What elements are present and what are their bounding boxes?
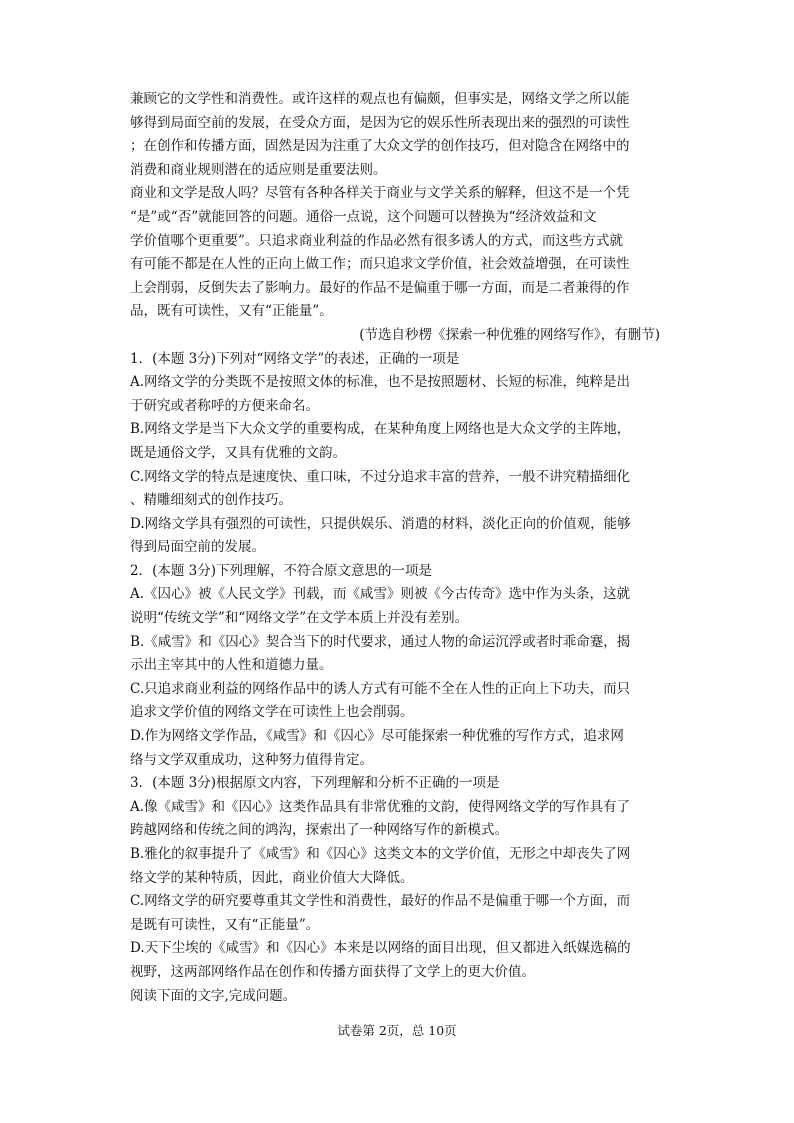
option-b[interactable] bbox=[130, 631, 660, 678]
option-line: 络与文学双重成功，这种努力值得肯定。 bbox=[130, 751, 373, 768]
option-d[interactable] bbox=[130, 937, 660, 984]
option-line: C.只追求商业利益的网络作品中的诱人方式有可能不全在人性的正向上下功夫，而只 bbox=[130, 680, 631, 697]
question-3 bbox=[130, 772, 660, 984]
option-a[interactable] bbox=[130, 583, 660, 630]
text-line: 学价值哪个更重要”。只追求商业利益的作品必然有很多诱人的方式，而这些方式就 bbox=[130, 232, 623, 249]
text-line: 消费和商业规则潜在的适应则是重要法则。 bbox=[130, 161, 387, 178]
option-line: A.像《咸雪》和《囚心》这类作品具有非常优雅的文韵，使得网络文学的写作具有了 bbox=[130, 798, 631, 815]
text-line: ；在创作和传播方面，固然是因为注重了大众文学的创作技巧，但对隐含在网络中的 bbox=[130, 138, 630, 155]
passage-source: (节选自秒楞《探索一种优雅的网络写作》，有删节) bbox=[359, 326, 660, 343]
question-2 bbox=[130, 560, 660, 772]
option-line: C.网络文学的研究要尊重其文学性和消费性，最好的作品不是偏重于哪一个方面，而 bbox=[130, 893, 631, 910]
option-b[interactable] bbox=[130, 843, 660, 890]
option-line: 是既有可读性，又有“正能量”。 bbox=[130, 916, 320, 933]
text-line: 够得到局面空前的发展，在受众方面，是因为它的娱乐性所表现出来的强烈的可读性 bbox=[130, 114, 630, 131]
option-c[interactable] bbox=[130, 890, 660, 937]
option-line: 追求文学价值的网络文学在可读性上也会削弱。 bbox=[130, 704, 414, 721]
option-line: 说明“传统文学”和“网络文学”在文学本质上并没有差别。 bbox=[130, 610, 469, 627]
option-line: 于研究或者称呼的方便来命名。 bbox=[130, 397, 319, 414]
option-a[interactable] bbox=[130, 371, 660, 418]
option-line: A.网络文学的分类既不是按照文体的标准，也不是按照题材、长短的标准，纯粹是出 bbox=[130, 374, 631, 391]
option-line: A.《囚心》被《人民文学》刊载，而《咸雪》则被《今古传奇》选中作为头条，这就 bbox=[130, 586, 631, 603]
option-line: B.《咸雪》和《囚心》契合当下的时代要求，通过人物的命运沉浮或者时乖命蹇，揭 bbox=[130, 633, 631, 650]
text-line: 商业和文学是敌人吗？尽管有各种各样关于商业与文学关系的解释，但这不是一个凭 bbox=[130, 185, 630, 202]
question-stem: 3．(本题 3分)根据原文内容，下列理解和分析不正确的一项是 bbox=[130, 775, 500, 792]
option-line: 、精雕细刻式的创作技巧。 bbox=[130, 492, 292, 509]
passage-paragraph-2 bbox=[130, 182, 660, 324]
option-line: 络文学的某种特质，因此，商业价值大大降低。 bbox=[130, 869, 414, 886]
text-line: “是”或“否”就能回答的问题。通俗一点说，这个问题可以替换为“经济效益和文 bbox=[130, 208, 597, 225]
option-line: 既是通俗文学，又具有优雅的文韵。 bbox=[130, 444, 346, 461]
option-line: 跨越网络和传统之间的鸿沟，探索出了一种网络写作的新模式。 bbox=[130, 822, 508, 839]
option-a[interactable] bbox=[130, 796, 660, 843]
text-line: 上会削弱，反倒失去了影响力。最好的作品不是偏重于哪一方面，而是二者兼得的作 bbox=[130, 279, 630, 296]
option-d[interactable] bbox=[130, 725, 660, 772]
passage-paragraph-1 bbox=[130, 88, 660, 182]
option-line: C.网络文学的特点是速度快、重口味，不过分追求丰富的营养，一般不讲究精描细化 bbox=[130, 468, 631, 485]
option-line: D.天下尘埃的《咸雪》和《囚心》本来是以网络的面目出现，但又都进入纸媒选稿的 bbox=[130, 940, 631, 957]
closing-instruction: 阅读下面的文字,完成问题。 bbox=[130, 987, 297, 1004]
option-d[interactable] bbox=[130, 513, 660, 560]
option-line: 得到局面空前的发展。 bbox=[130, 539, 265, 556]
option-line: 示出主宰其中的人性和道德力量。 bbox=[130, 657, 333, 674]
document-page bbox=[130, 88, 660, 1008]
option-c[interactable] bbox=[130, 466, 660, 513]
option-b[interactable] bbox=[130, 418, 660, 465]
option-line: B.网络文学是当下大众文学的重要构成，在某种角度上网络也是大众文学的主阵地， bbox=[130, 421, 631, 438]
text-line: 品，既有可读性，又有“正能量”。 bbox=[130, 303, 333, 320]
text-line: 兼顾它的文学性和消费性。或许这样的观点也有偏颇，但事实是，网络文学之所以能 bbox=[130, 91, 630, 107]
text-line: 有可能不都是在人性的正向上做工作；而只追求文学价值，社会效益增强，在可读性 bbox=[130, 256, 630, 273]
question-stem: 1．(本题 3分)下列对“网络文学”的表述，正确的一项是 bbox=[130, 350, 460, 367]
question-1 bbox=[130, 348, 660, 560]
option-line: B.雅化的叙事提升了《咸雪》和《囚心》这类文本的文学价值，无形之中却丧失了网 bbox=[130, 846, 631, 862]
option-line: D.网络文学具有强烈的可读性，只提供娱乐、消遣的材料，淡化正向的价值观，能够 bbox=[130, 515, 631, 532]
option-line: D.作为网络文学作品，《咸雪》和《囚心》尽可能探索一种优雅的写作方式，追求网 bbox=[130, 728, 624, 745]
question-stem: 2．(本题 3分)下列理解，不符合原文意思的一项是 bbox=[130, 562, 433, 579]
option-line: 视野，这两部网络作品在创作和传播方面获得了文学上的更大价值。 bbox=[130, 963, 535, 980]
page-footer: 试卷第 2页，总 10页 bbox=[337, 1023, 457, 1038]
option-c[interactable] bbox=[130, 678, 660, 725]
